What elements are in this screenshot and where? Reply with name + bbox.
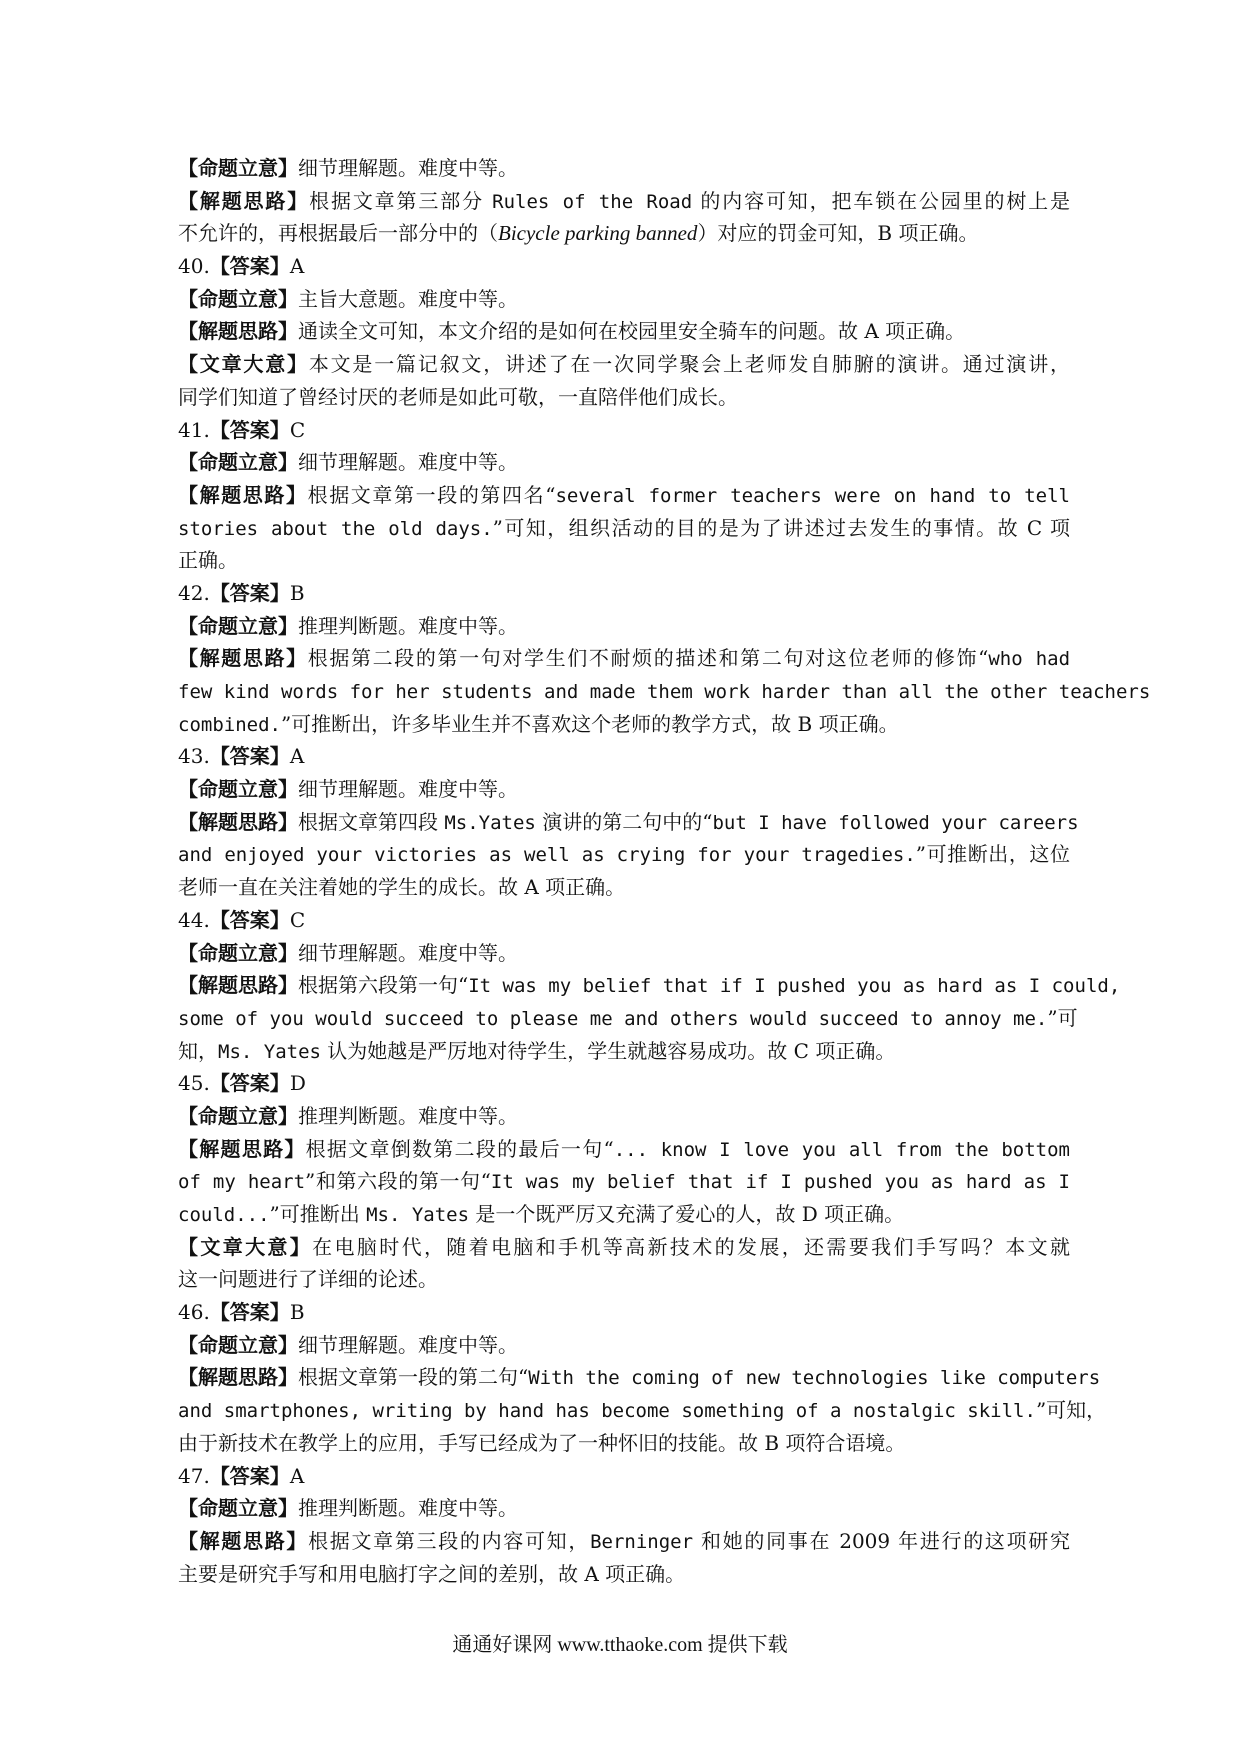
text-span: 43.	[178, 744, 210, 769]
text-span: 根据文章第一段的第四名“	[307, 482, 556, 507]
text-line	[178, 577, 1070, 610]
text-line	[178, 904, 1070, 937]
text-span: 细节理解题。难度中等。	[298, 1332, 518, 1357]
text-span: stories about the old days.	[178, 517, 493, 540]
text-span: and smartphones, writing by hand has become something of a nostalgic skill.	[178, 1400, 1036, 1423]
text-line	[178, 1394, 1107, 1427]
text-span: 的内容可知，把车锁在公园里的树上是	[692, 188, 1071, 213]
section-label: 【答案】	[209, 1071, 290, 1096]
text-span: 42.	[178, 580, 210, 605]
section-label: 【文章大意】	[178, 1234, 313, 1259]
document-body	[178, 152, 1151, 1590]
text-span: 不允许的，再根据最后一部分中的（	[178, 221, 498, 246]
text-span: A	[289, 744, 305, 769]
section-label: 【解题思路】	[178, 188, 310, 213]
text-span: ... know I love you all from the bottom	[613, 1138, 1070, 1161]
text-span: 演讲的第二句中的“	[535, 809, 713, 834]
text-span: ”可知，	[1035, 1398, 1107, 1423]
text-span: few kind words for her students and made them work harder than all the other teachers	[178, 681, 1151, 703]
text-span: 通读全文可知，本文介绍的是如何在校园里安全骑车的问题。故 A 项正确。	[298, 319, 966, 344]
section-label: 【命题立意】	[178, 1332, 298, 1357]
section-label: 【解题思路】	[178, 319, 298, 344]
section-label: 【解题思路】	[178, 482, 308, 507]
text-span: 根据第六段第一句“	[298, 973, 469, 998]
text-span: 认为她越是严厉地对待学生，学生就越容易成功。故 C 项正确。	[320, 1038, 896, 1063]
text-span: 细节理解题。难度中等。	[298, 450, 518, 475]
text-span: 根据第二段的第一句对学生们不耐烦的描述和第二句对这位老师的修饰“	[307, 646, 989, 671]
text-line	[178, 217, 1070, 250]
section-label: 【答案】	[209, 417, 290, 442]
text-span: ”可推断出	[269, 1202, 367, 1226]
text-line	[178, 806, 1079, 839]
text-span: 和她的同事在 2009 年进行的这项研究	[693, 1528, 1070, 1553]
text-span: could...	[178, 1204, 270, 1226]
text-line	[178, 1231, 1070, 1264]
text-span: 推理判断题。难度中等。	[298, 1103, 518, 1128]
text-line	[178, 1525, 1070, 1558]
text-span: 根据文章第一段的第二句“	[298, 1365, 529, 1390]
text-line	[178, 348, 1070, 381]
text-line	[178, 740, 1070, 773]
text-line	[178, 1329, 1070, 1362]
section-label: 【答案】	[209, 744, 290, 769]
text-span: C	[289, 907, 306, 932]
text-line	[178, 185, 1070, 218]
text-span: 正确。	[178, 548, 238, 573]
section-label: 【答案】	[209, 907, 290, 932]
text-span: 由于新技术在教学上的应用，手写已经成为了一种怀旧的技能。故 B 项符合语境。	[178, 1430, 906, 1455]
text-span: some of you would succeed to please me and others would succeed to annoy me.	[178, 1007, 1048, 1030]
text-span: 根据文章第三部分	[309, 188, 493, 213]
text-span: A	[289, 1463, 305, 1488]
text-line	[178, 871, 1070, 904]
text-span: 主旨大意题。难度中等。	[298, 286, 518, 311]
text-span: D	[289, 1071, 306, 1096]
text-line	[178, 315, 1070, 348]
text-line	[178, 1100, 1070, 1133]
text-line	[178, 1492, 1070, 1525]
text-span: A	[289, 254, 305, 279]
text-span: 根据文章第四段	[298, 809, 445, 834]
text-line	[178, 1460, 1070, 1493]
text-line	[178, 838, 1070, 871]
text-span: but I have followed your careers	[712, 811, 1079, 834]
section-label: 【命题立意】	[178, 286, 298, 311]
text-span: ”和第六段的第一句“	[305, 1169, 491, 1194]
text-line	[178, 708, 1070, 741]
text-span: combined.	[178, 713, 281, 736]
text-span: B	[289, 580, 305, 605]
text-span: 在电脑时代，随着电脑和手机等高新技术的发展，还需要我们手写吗？本文就	[312, 1234, 1071, 1259]
text-span: ”可推断出，这位	[915, 842, 1071, 867]
text-line	[178, 1296, 1070, 1329]
text-line	[178, 1133, 1070, 1166]
text-span: 主要是研究手写和用电脑打字之间的差别，故 A 项正确。	[178, 1561, 686, 1586]
text-line	[178, 1165, 1070, 1198]
text-span: 细节理解题。难度中等。	[298, 156, 518, 180]
text-line	[178, 642, 1070, 675]
text-line	[178, 544, 1070, 577]
section-label: 【解题思路】	[178, 809, 298, 834]
text-span: who had	[988, 648, 1071, 671]
section-label: 【解题思路】	[178, 1528, 309, 1553]
text-line	[178, 610, 1070, 643]
text-span: With the coming of new technologies like computers	[528, 1367, 1101, 1390]
text-line	[178, 479, 1070, 512]
text-span: 45.	[178, 1071, 210, 1096]
text-span: 老师一直在关注着她的学生的成长。故 A 项正确。	[178, 875, 626, 900]
text-line	[178, 1035, 1070, 1068]
text-span: 推理判断题。难度中等。	[298, 613, 518, 638]
text-span: 是一个既严厉又充满了爱心的人，故 D 项正确。	[469, 1202, 905, 1226]
text-span: 根据文章倒数第二段的最后一句“	[305, 1136, 614, 1161]
text-span: ”可	[1047, 1005, 1078, 1030]
section-label: 【解题思路】	[178, 1136, 306, 1161]
text-line	[178, 512, 1070, 545]
text-span: Bicycle parking banned	[498, 221, 698, 246]
text-span: 根据文章第三段的内容可知，	[308, 1528, 591, 1553]
text-span: 47.	[178, 1463, 210, 1488]
text-span: Rules of the Road	[492, 190, 693, 213]
text-span: 44.	[178, 907, 210, 932]
text-span: Ms. Yates	[366, 1204, 470, 1226]
text-line	[178, 1002, 1078, 1035]
section-label: 【解题思路】	[178, 973, 298, 998]
section-label: 【解题思路】	[178, 646, 308, 671]
section-label: 【命题立意】	[178, 450, 298, 475]
section-label: 【命题立意】	[178, 1103, 298, 1128]
text-line	[178, 969, 1121, 1002]
text-line	[178, 446, 1070, 479]
text-line	[178, 937, 1070, 970]
text-line	[178, 1558, 1070, 1591]
text-span: 知，	[178, 1038, 218, 1063]
text-span: ）对应的罚金可知，B 项正确。	[697, 221, 979, 246]
section-label: 【解题思路】	[178, 1365, 298, 1390]
section-label: 【答案】	[209, 580, 290, 605]
text-span: 46.	[178, 1300, 210, 1325]
text-span: 细节理解题。难度中等。	[298, 777, 518, 802]
text-span: 本文是一篇记叙文，讲述了在一次同学聚会上老师发自肺腑的演讲。通过演讲，	[308, 352, 1071, 377]
page-footer: 通通好课网 www.tthaoke.com 提供下载	[452, 1634, 788, 1656]
text-span: 推理判断题。难度中等。	[298, 1496, 518, 1521]
text-line	[178, 675, 1151, 708]
text-line	[178, 152, 1070, 185]
text-line	[178, 1263, 1070, 1296]
text-span: ”可知，组织活动的目的是为了讲述过去发生的事情。故 C 项	[492, 515, 1070, 540]
text-span: several former teachers were on hand to tell	[555, 484, 1070, 507]
text-span: It was my belief that if I pushed you as hard as I could,	[468, 975, 1121, 998]
section-label: 【命题立意】	[178, 940, 298, 965]
text-span: C	[289, 417, 306, 442]
text-span: 这一问题进行了详细的论述。	[178, 1267, 438, 1292]
text-span: and enjoyed your victories as well as crying for your tragedies.	[178, 844, 916, 867]
text-line	[178, 414, 1070, 447]
section-label: 【命题立意】	[178, 777, 298, 802]
text-line	[178, 773, 1070, 806]
text-span: 细节理解题。难度中等。	[298, 940, 518, 965]
text-span: It was my belief that if I pushed you as hard as I	[490, 1171, 1070, 1194]
text-span: B	[289, 1300, 305, 1325]
text-span: 同学们知道了曾经讨厌的老师是如此可敬，一直陪伴他们成长。	[178, 384, 738, 409]
text-line	[178, 1067, 1070, 1100]
text-line	[178, 381, 1070, 414]
text-span: Ms. Yates	[218, 1040, 321, 1063]
text-span: Berninger	[590, 1530, 694, 1553]
section-label: 【答案】	[209, 1300, 290, 1325]
text-span: of my heart	[178, 1171, 306, 1194]
section-label: 【答案】	[209, 254, 290, 279]
text-line	[178, 250, 1070, 283]
text-line	[178, 1361, 1101, 1394]
section-label: 【文章大意】	[178, 352, 309, 377]
section-label: 【命题立意】	[178, 613, 298, 638]
text-line	[178, 1198, 1070, 1231]
text-span: ”可推断出，许多毕业生并不喜欢这个老师的教学方式，故 B 项正确。	[280, 711, 899, 736]
text-line	[178, 1427, 1070, 1460]
text-span: 41.	[178, 417, 210, 442]
text-span: 40.	[178, 254, 210, 279]
section-label: 【命题立意】	[178, 1496, 298, 1521]
text-line	[178, 283, 1070, 316]
text-span: Ms.Yates	[444, 811, 536, 834]
section-label: 【答案】	[209, 1463, 290, 1488]
section-label: 【命题立意】	[178, 156, 298, 180]
